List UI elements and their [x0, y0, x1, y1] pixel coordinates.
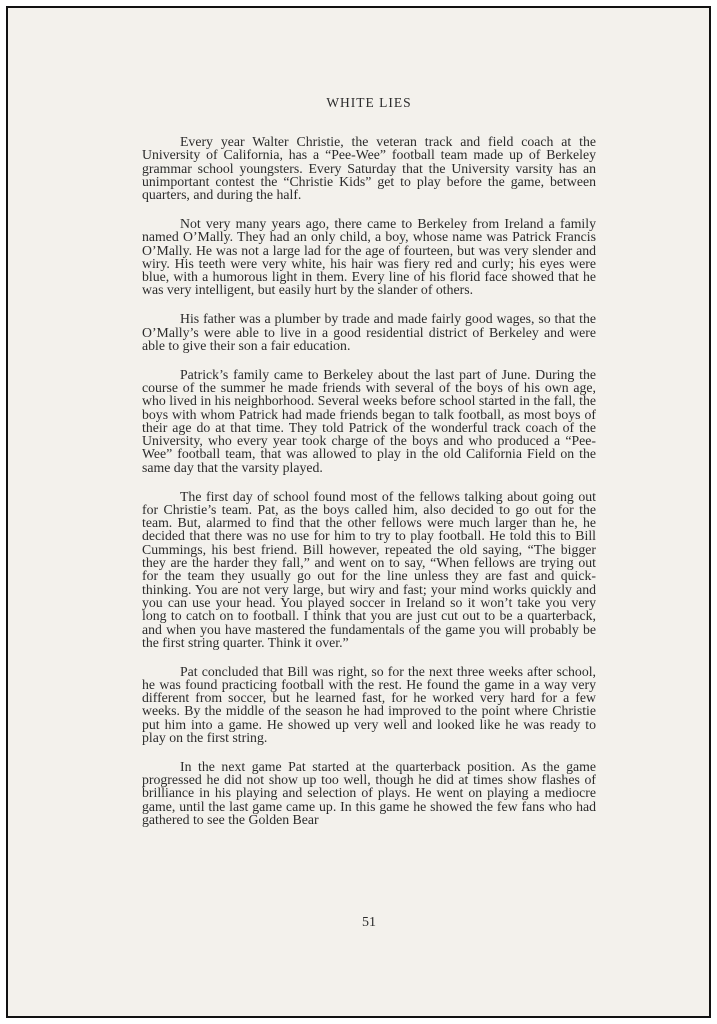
page-number: 51	[362, 915, 376, 930]
paragraph: The first day of school found most of the fellows talking about going out for Christie’s team. Pat, as the boys called him, also decided to go out for the team. But, alarmed to find that the other fellows were much larger than he, he decided that there was no use for him to try to play football. He told this to Bill Cummings, his best friend. Bill however, repeated the old saying, “The bigger they are the harder they fall,” and went on to say, “When fellows are trying out for the team they usually go out for the line unless they are fast and quick-thinking. You are not very large, but wiry and fast; your mind works quickly and you can use your head. You played soccer in Ireland so it won’t take you very long to catch on to football. I think that you are just cut out to be a quarterback, and when you have mastered the fundamentals of the game you will probably be the first string quarter. Think it over.”	[142, 488, 596, 650]
paragraph: His father was a plumber by trade and made fairly good wages, so that the O’Mally’s were able to live in a good residential district of Berkeley and were able to give their son a fair education.	[142, 311, 596, 353]
paragraph: Pat concluded that Bill was right, so for the next three weeks after school, he was found practicing football with the rest. He found the game in a way very different from soccer, but he learned fast, for he worked very hard for a few weeks. By the middle of the season he had improved to the point where Christie put him into a game. He showed up very well and looked like he was ready to play on the first string.	[142, 663, 596, 746]
paragraph: In the next game Pat started at the quarterback position. As the game progressed he did not show up too well, though he did at times show flashes of brilliance in his playing and selection of plays. He went on playing a mediocre game, until the last game came up. In this game he showed the few fans who had gathered to see the Golden Bear	[142, 758, 596, 828]
running-header-title: WHITE LIES	[326, 95, 412, 110]
page-frame	[6, 6, 711, 1018]
paragraph: Not very many years ago, there came to Berkeley from Ireland a family named O’Mally. They had an only child, a boy, whose name was Patrick Francis O’Mally. He was not a large lad for the age of fourteen, but was very slender and wiry. His teeth were very white, his hair was fiery red and curly; his eyes were blue, with a humorous light in them. Every line of his florid face showed that he was very intelligent, but easily hurt by the slander of others.	[142, 215, 596, 298]
document-page	[142, 8, 596, 1016]
paragraph: Patrick’s family came to Berkeley about the last part of June. During the course of the summer he made friends with several of the boys of his own age, who lived in his neighborhood. Several weeks before school started in the fall, the boys with whom Patrick had made friends began to talk football, as most boys of their age do at that time. They told Patrick of the wonderful track coach of the University, who every year took charge of the boys and who produced a “Pee-Wee” football team, that was allowed to play in the old California Field on the same day that the varsity played.	[142, 366, 596, 475]
body-text	[142, 135, 596, 842]
paragraph: Every year Walter Christie, the veteran track and field coach at the University of California, has a “Pee-Wee” football team made up of Berkeley grammar school youngsters. Every Saturday that the University varsity has an unimportant contest the “Christie Kids” get to play before the game, between quarters, and during the half.	[142, 134, 596, 203]
